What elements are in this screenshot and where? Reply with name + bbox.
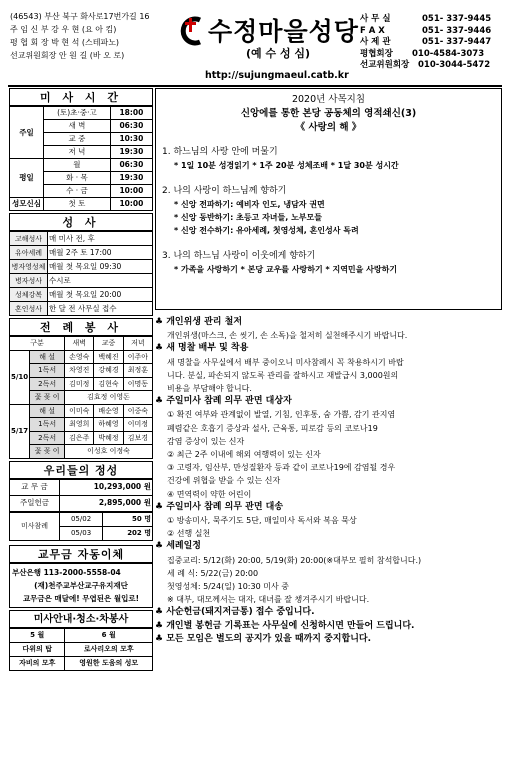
liturgy-title: 전 례 봉 사 <box>9 318 153 336</box>
header-divider <box>8 85 502 87</box>
contact-rectory: 사 제 관 051- 337-9447 <box>360 37 492 47</box>
contribution-table: 교 무 금 10,293,000 원 주일헌금 2,895,000 원 <box>9 479 153 512</box>
pastoral-guideline-box <box>155 88 502 310</box>
contribution-title: 우리들의 정성 <box>9 461 153 479</box>
club-icon: ♣ <box>155 620 167 631</box>
club-icon: ♣ <box>155 541 167 552</box>
club-icon: ♣ <box>155 317 167 327</box>
notice-title: ♣ 사순헌금(돼지저금통) 접수 중입니다. <box>155 607 315 618</box>
schedule-table: 5 월 6 월 다위의 탑 로사리오의 모후 자비의 모후 영원한 도움의 성모 <box>9 628 153 671</box>
mass-attendance-table: 미사참례 05/02 50 명 05/03 202 명 <box>9 512 153 541</box>
schedule-title: 미사안내·청소·차봉사 <box>9 610 153 628</box>
contact-council: 평협회장 010-4584-3073 <box>360 48 485 59</box>
guideline-item: * 신앙 동반하기: 초등고 자녀들, 노부모들 <box>174 213 322 222</box>
notice-title: ♣ 개인별 봉헌금 기록표는 사무실에 신청하시면 만들어 드립니다. <box>155 620 415 631</box>
left-column <box>9 88 153 671</box>
guideline-section-2: 2. 나의 사랑이 하느님께 향하기 <box>162 186 287 196</box>
council-president: 평 협 회 장 박 현 석 (스테파노) <box>10 38 120 47</box>
guideline-item: * 1일 10분 성경읽기 * 1주 20분 성체조배 * 1달 30분 성시간 <box>174 161 399 170</box>
transfer-title: 교무금 자동이체 <box>9 545 153 563</box>
guideline-item: * 신앙 전수하기: 유아세례, 첫영성체, 혼인성사 독려 <box>174 226 359 235</box>
notice-title: ♣ 새 명찰 배부 및 착용 <box>155 343 249 354</box>
notice-title: ♣ 개인위생 관리 철저 <box>155 317 243 327</box>
club-icon: ♣ <box>155 396 167 407</box>
parish-subtitle: (예 수 성 심) <box>246 47 311 60</box>
coordinator: 선교위원회장 안 원 길 (바 오 로) <box>10 51 125 60</box>
notice-title: ♣ 세례일정 <box>155 541 201 552</box>
guideline-theme-sub: 《 사랑의 해 》 <box>295 122 362 133</box>
mass-times-title: 미 사 시 간 <box>9 88 153 106</box>
contact-office: 사 무 실 051- 337-9445 <box>360 14 492 24</box>
notice-title: ♣ 주일미사 참례 의무 관면 대송 <box>155 501 284 512</box>
website-link[interactable]: http://sujungmaeul.catb.kr <box>205 70 349 81</box>
notice-title: ♣ 주일미사 참례 의무 관면 대상자 <box>155 396 292 407</box>
guideline-year-title: 2020년 사목지침 <box>291 94 366 105</box>
club-icon: ♣ <box>155 343 167 354</box>
sacraments-table: 고해성사 매 미사 전, 후 유아세례 매월 2주 토 17:00 병자영성체 매월 첫 목요일 09:30 병자성사 수시로 성체강복 매월 첫 목요일 20:00 혼인성사 한 달 전 사무실 접수 <box>9 231 153 316</box>
sacraments-title: 성 사 <box>9 213 153 231</box>
liturgy-table: 구분 새벽 교중 저녁 5/10 해 설 손영숙 백혜진 이주아 1독서 차영진 강혜경 최정훈 2독서 김미정 김현숙 이명동 꽃 꽂 이 김효정 이영돈 5/17 해 설 이미숙 배순영 이중숙 1독서 최영희 하혜영 이미정 2독서 김은주 박혜정 김보경 꽃 꽂 이 이성호 이정숙 <box>9 336 153 459</box>
guideline-section-1: 1. 하느님의 사랑 안에 머물기 <box>162 147 278 157</box>
contacts <box>360 14 505 72</box>
transfer-info: 부산은행 113-2000-5558-04 (재)천주교부산교구유지재단 교무금은 매달에! 무엽된은 월입로! <box>9 563 153 608</box>
club-icon: ♣ <box>155 501 167 512</box>
address: (46543) 부산 북구 화사로17번가길 16 <box>10 12 150 21</box>
mass-times-table: 주일 (토)초·중·고 18:00 새 벽 06:30 교 중 10:30 저 녁 19:30 평일 월 06:30 화 · 목 19:30 수 · 금 10:00 성모신심 첫 토 10:00 <box>9 106 153 211</box>
guideline-item: * 가족을 사랑하기 * 본당 교우를 사랑하기 * 지역민을 사랑하기 <box>174 265 398 274</box>
notice-title: ♣ 모든 모임은 별도의 공지가 있을 때까지 중지합니다. <box>155 633 371 644</box>
contact-coordinator: 선교위원회장 010-3044-5472 <box>360 60 491 70</box>
guideline-theme: 신앙에를 통한 본당 공동체의 영적쇄신(3) <box>240 108 417 119</box>
header-left <box>10 10 160 62</box>
notices: ♣ 개인위생 관리 철저 개인위생(마스크, 손 씻기, 손 소독)을 철저히 실천해주시기 바랍니다. ♣ 새 명찰 배부 및 착용 새 명찰을 사무실에서 배부 중이오니 미사참례시 꼭 착용하시기 바랍 니다. 분실, 파손되지 않도록 관리를 잘하시고 재발급시 3,000원의 비용을 부담해야 합니다. ♣ 주일미사 참례 의무 관면 대상자 ① 확진 여부와 관계없이 발열, 기침, 인후통, 숨 가쁨, 감기 관지염 폐렴같은 호흡기 증상과 설사, 근육통, 피로감 등의 코로나19 감염 증상이 있는 신자 ② 최근 2주 이내에 해외 여행력이 있는 신자 ③ 고령자, 임산부, 만성질환자 등과 같이 코로나19에 감염될 경우 건강에 위협을 받을 수 있는 신자 ④ 면역력이 약한 어린이 ♣ 주일미사 참례 의무 관면 대송 ① 방송미사, 묵주기도 5단, 매일미사 독서와 복음 묵상 ② 선행 실천 ♣ 세례일정 집중교리: 5/12(화) 20:00, 5/19(화) 20:00(※대부모 필히 참석합니다.) 세 례 식: 5/22(금) 20:00 첫영성체: 5/24(일) 10:30 미사 중 ※ 대부, 대모께서는 대자, 대녀를 잘 챙겨주시기 바랍니다. ♣ 사순헌금(돼지저금통) 접수 중입니다. ♣ 개인별 봉헌금 기록표는 사무실에 신청하시면 만들어 드립니다. ♣ 모든 모임은 별도의 공지가 있을 때까지 중지합니다. <box>155 316 502 646</box>
guideline-section-3: 3. 나의 하느님 사랑이 이웃에게 향하기 <box>162 251 316 261</box>
club-icon: ♣ <box>155 607 167 618</box>
contact-fax: F A X 051- 337-9446 <box>360 25 492 36</box>
right-column <box>155 88 502 644</box>
church-logo-icon <box>178 16 202 46</box>
guideline-item: * 신앙 전파하기: 예비자 인도, 냉담자 권면 <box>174 200 325 209</box>
parish-name: 수정마을성당 <box>208 17 359 46</box>
club-icon: ♣ <box>155 633 167 644</box>
pastor: 주 임 신 부 강 우 현 (요 아 킴) <box>10 25 117 34</box>
